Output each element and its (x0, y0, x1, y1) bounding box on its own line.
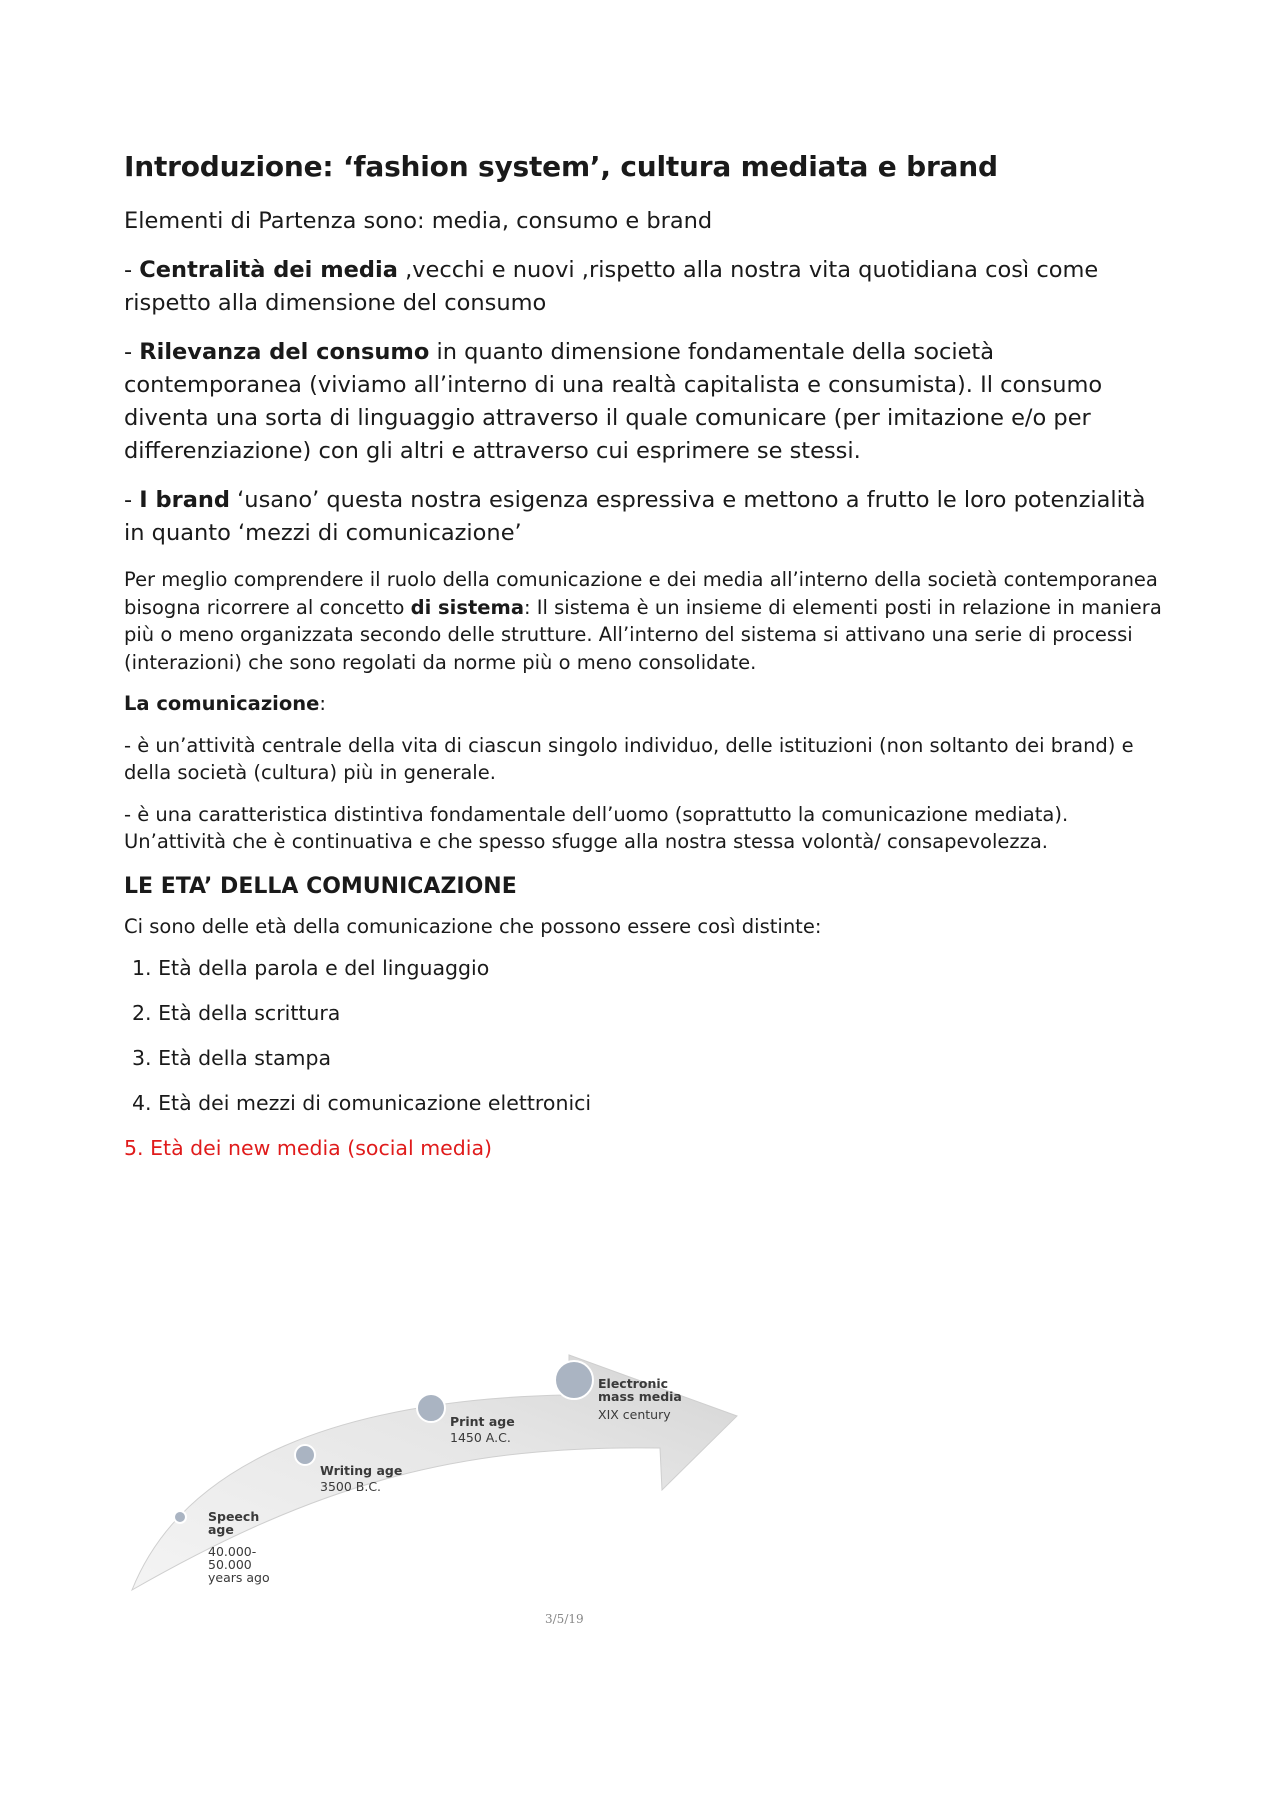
speech-age-title: Speech age (208, 1509, 260, 1537)
speech-age-date: 40.000- 50.000 years ago (208, 1544, 270, 1585)
point-consumo: - Rilevanza del consumo in quanto dimensione fondamentale della società contemporanea (viviamo all’interno di una realtà capitalista e consumista). Il consumo diventa una sorta di linguaggio attraverso il quale comunicare (per imitazione e/o per differenziazione) con gli altri e attraverso cui esprimere se stessi. (124, 339, 1103, 464)
point-brand: - I brand ‘usano’ questa nostra esigenza espressiva e mettono a frutto le loro potenzialità in quanto ‘mezzi di comunicazione’ (124, 487, 1146, 546)
timeline-arrow-graphic (124, 1290, 744, 1600)
writing-age-date: 3500 B.C. (320, 1479, 382, 1494)
ages-intro: Ci sono delle età della comunicazione che possono essere così distinte: (124, 914, 822, 938)
electronic-age-date: XIX century (598, 1407, 671, 1422)
document-body (124, 150, 1164, 1179)
print-age-dot-icon (417, 1394, 445, 1422)
writing-age-dot-icon (295, 1445, 315, 1465)
point-media: - Centralità dei media ,vecchi e nuovi ,rispetto alla nostra vita quotidiana così come rispetto alla dimensione del consumo (124, 257, 1099, 316)
list-item-highlight: 5. Età dei new media (social media) (124, 1136, 493, 1160)
footer-date: 3/5/19 (545, 1612, 584, 1626)
communication-heading: La comunicazione: (124, 692, 326, 715)
communication-point-1: - è un’attività centrale della vita di ciascun singolo individuo, delle istituzioni (non soltanto dei brand) e della società (cultura) più in generale. (124, 733, 1134, 784)
list-item: 1. Età della parola e del linguaggio (132, 956, 490, 980)
system-paragraph: Per meglio comprendere il ruolo della comunicazione e dei media all’interno della società contemporanea bisogna ricorrere al concetto di sistema: Il sistema è un insieme di elementi posti in relazione in maniera più o meno organizzata secondo delle strutture. All’interno del sistema si attivano una serie di processi (interazioni) che sono regolati da norme più o meno consolidate. (124, 568, 1162, 674)
ages-list (124, 954, 1164, 1162)
communication-point-2: - è una caratteristica distintiva fondamentale dell’uomo (soprattutto la comunicazione mediata). Un’attività che è continuativa e che spesso sfugge alla nostra stessa volontà/ consapevolezza. (124, 802, 1069, 853)
intro-line: Elementi di Partenza sono: media, consumo e brand (124, 208, 713, 234)
ages-timeline-figure (124, 1290, 744, 1600)
writing-age-title: Writing age (320, 1463, 403, 1478)
print-age-date: 1450 A.C. (450, 1430, 511, 1445)
ages-heading: LE ETA’ DELLA COMUNICAZIONE (124, 873, 517, 899)
list-item: 2. Età della scrittura (132, 1001, 341, 1025)
list-item: 3. Età della stampa (132, 1046, 332, 1070)
speech-age-dot-icon (174, 1511, 186, 1523)
list-item: 4. Età dei mezzi di comunicazione elettronici (132, 1091, 592, 1115)
print-age-title: Print age (450, 1414, 515, 1429)
electronic-age-title: Electronic mass media (598, 1376, 682, 1404)
electronic-age-dot-icon (555, 1361, 593, 1399)
page-title: Introduzione: ‘fashion system’, cultura mediata e brand (124, 150, 998, 183)
